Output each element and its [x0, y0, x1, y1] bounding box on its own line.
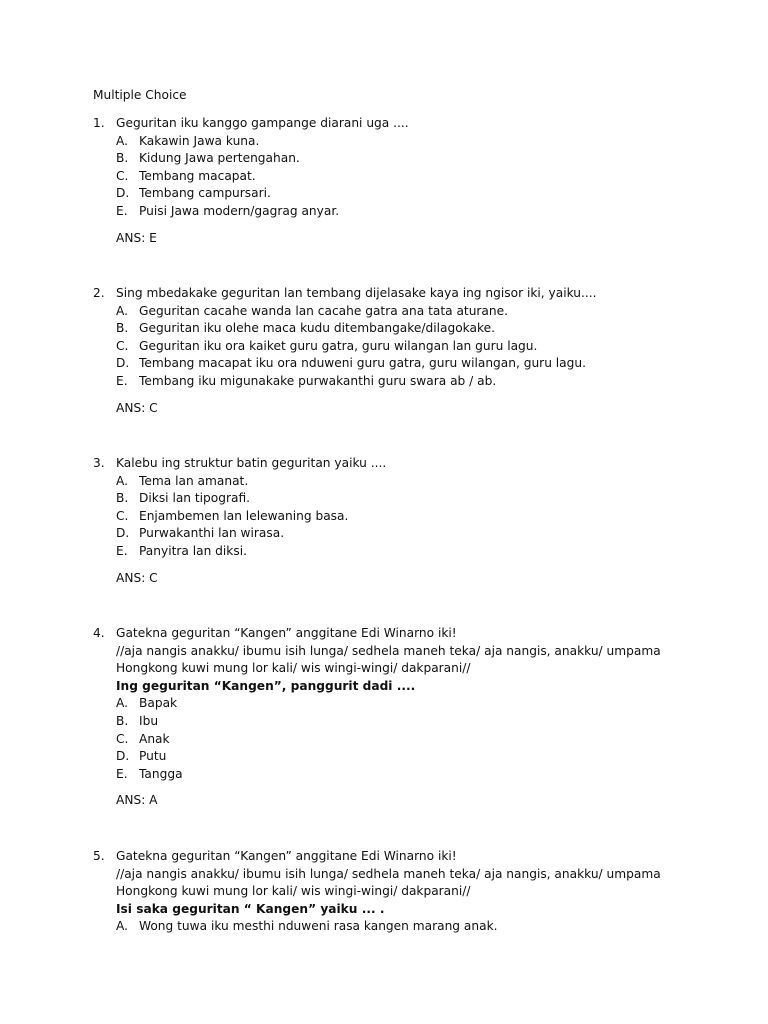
document-title: Multiple Choice	[93, 88, 187, 102]
option-e	[116, 373, 653, 391]
poem-line: Hongkong kuwi mung lor kali/ wis wingi-wingi/ dakparani//	[116, 661, 471, 676]
option-c	[116, 338, 653, 356]
option-letter: C.	[116, 168, 129, 183]
option-e	[116, 766, 653, 784]
question-number: 4.	[93, 626, 105, 640]
question-number: 5.	[93, 849, 105, 863]
option-d	[116, 525, 653, 543]
option-letter: B.	[116, 713, 129, 728]
option-list	[93, 473, 653, 561]
option-b	[116, 713, 653, 731]
option-text: Ibu	[139, 713, 159, 728]
option-letter: A.	[116, 473, 128, 488]
option-a	[116, 133, 653, 151]
option-letter: E.	[116, 543, 128, 558]
question-stem	[93, 455, 653, 473]
option-b	[116, 320, 653, 338]
question-stem	[93, 285, 653, 303]
question-text: Gatekna geguritan “Kangen” anggitane Edi Winarno iki!	[116, 849, 457, 863]
answer-key: ANS: E	[116, 230, 157, 245]
option-b	[116, 490, 653, 508]
question-4	[93, 625, 661, 810]
question-stem	[93, 848, 653, 866]
option-letter: A.	[116, 696, 128, 711]
option-text: Geguritan iku ora kaiket guru gatra, guru wilangan lan guru lagu.	[139, 338, 538, 353]
option-text: Tangga	[139, 766, 183, 781]
option-a	[116, 473, 653, 491]
option-a	[116, 918, 653, 936]
question-number: 3.	[93, 456, 105, 470]
option-e	[116, 203, 653, 221]
option-c	[116, 168, 653, 186]
question-prompt: Ing geguritan “Kangen”, panggurit dadi ....	[116, 678, 416, 693]
option-text: Enjambemen lan lelewaning basa.	[139, 508, 349, 523]
question-number: 1.	[93, 116, 105, 130]
option-text: Diksi lan tipografi.	[139, 491, 251, 506]
option-letter: B.	[116, 321, 129, 336]
option-text: Tembang macapat iku ora nduweni guru gatra, guru wilangan, guru lagu.	[139, 356, 586, 371]
answer-key: ANS: C	[116, 570, 158, 585]
option-list	[93, 133, 653, 221]
option-text: Tema lan amanat.	[139, 473, 249, 488]
question-1	[93, 115, 653, 247]
option-e	[116, 543, 653, 561]
option-letter: A.	[116, 303, 128, 318]
option-d	[116, 748, 653, 766]
option-letter: C.	[116, 508, 129, 523]
question-stem	[93, 625, 653, 643]
option-c	[116, 508, 653, 526]
option-text: Wong tuwa iku mesthi nduweni rasa kangen marang anak.	[139, 919, 498, 934]
option-d	[116, 355, 653, 373]
option-b	[116, 150, 653, 168]
option-list	[93, 695, 653, 783]
question-stem	[93, 115, 653, 133]
option-text: Anak	[139, 731, 170, 746]
option-a	[116, 695, 653, 713]
option-text: Kakawin Jawa kuna.	[139, 133, 260, 148]
question-3	[93, 455, 653, 587]
option-a	[116, 303, 653, 321]
option-letter: D.	[116, 356, 130, 371]
option-list	[93, 918, 653, 936]
option-letter: C.	[116, 338, 129, 353]
option-text: Tembang macapat.	[139, 168, 256, 183]
option-text: Bapak	[139, 696, 178, 711]
option-letter: E.	[116, 203, 128, 218]
option-text: Panyitra lan diksi.	[139, 543, 247, 558]
option-letter: C.	[116, 731, 129, 746]
answer-key: ANS: A	[116, 793, 158, 808]
option-text: Tembang campursari.	[139, 186, 271, 201]
question-text: Kalebu ing struktur batin geguritan yaiku ....	[116, 456, 387, 470]
question-text: Geguritan iku kanggo gampange diarani uga ....	[116, 116, 409, 130]
option-list	[93, 303, 653, 391]
question-number: 2.	[93, 286, 105, 300]
option-letter: E.	[116, 766, 128, 781]
option-text: Geguritan cacahe wanda lan cacahe gatra ana tata aturane.	[139, 303, 508, 318]
option-letter: D.	[116, 186, 130, 201]
question-text: Sing mbedakake geguritan lan tembang dijelasake kaya ing ngisor iki, yaiku....	[116, 286, 597, 300]
question-text: Gatekna geguritan “Kangen” anggitane Edi Winarno iki!	[116, 626, 457, 640]
poem-line: //aja nangis anakku/ ibumu isih lunga/ sedhela maneh teka/ aja nangis, anakku/ umpama	[116, 866, 661, 881]
poem-line: Hongkong kuwi mung lor kali/ wis wingi-wingi/ dakparani//	[116, 884, 471, 899]
option-text: Tembang iku migunakake purwakanthi guru swara ab / ab.	[139, 373, 497, 388]
option-letter: A.	[116, 133, 128, 148]
option-letter: B.	[116, 491, 129, 506]
option-letter: A.	[116, 919, 128, 934]
option-d	[116, 185, 653, 203]
answer-key: ANS: C	[116, 400, 158, 415]
option-text: Purwakanthi lan wirasa.	[139, 526, 285, 541]
poem-line: //aja nangis anakku/ ibumu isih lunga/ sedhela maneh teka/ aja nangis, anakku/ umpama	[116, 643, 661, 658]
question-2	[93, 285, 653, 417]
option-letter: B.	[116, 151, 129, 166]
option-text: Putu	[139, 749, 167, 764]
question-prompt: Isi saka geguritan “ Kangen” yaiku ... .	[116, 901, 385, 916]
option-text: Puisi Jawa modern/gagrag anyar.	[139, 203, 340, 218]
option-letter: D.	[116, 526, 130, 541]
option-text: Geguritan iku olehe maca kudu ditembangake/dilagokake.	[139, 321, 495, 336]
question-5	[93, 848, 661, 936]
option-text: Kidung Jawa pertengahan.	[139, 151, 300, 166]
option-c	[116, 731, 653, 749]
option-letter: E.	[116, 373, 128, 388]
option-letter: D.	[116, 749, 130, 764]
